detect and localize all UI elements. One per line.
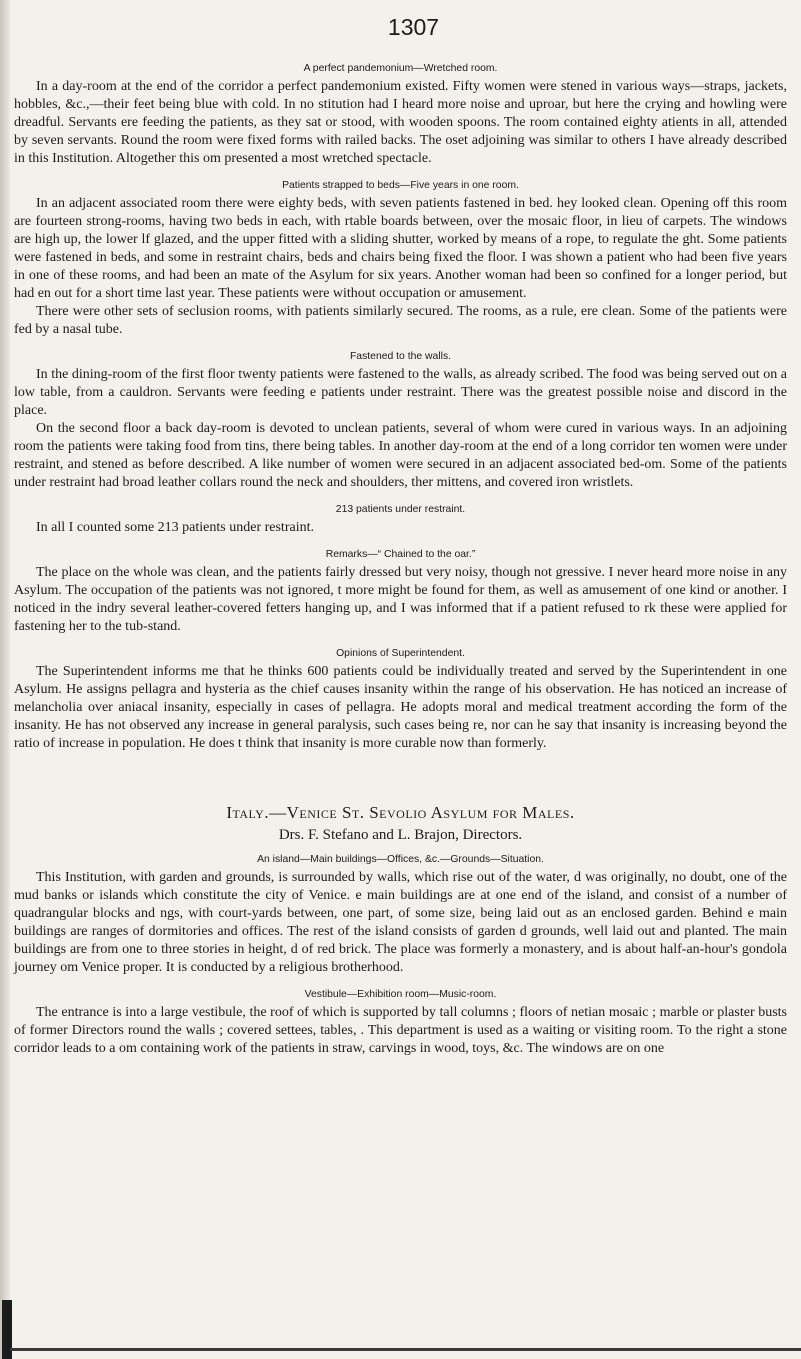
section-subhead: Vestibule—Exhibition room—Music-room. [304, 989, 497, 1000]
section-patients-strapped [14, 180, 787, 339]
paragraph: In an adjacent associated room there were eighty beds, with seven patients fastened in bed. hey looked clean. Opening off this room are fourteen strong-rooms, having two beds in each, with rtable boards between, over the mosaic floor, in lieu of carpets. The windows are high up, the lower lf glazed, and the upper fitted with a sliding shutter, worked by means of a rope, to regulate the ght. Some patients were fastened in beds, and some in restraint chairs, beds and chairs being fixed the floor. I was shown a patient who had been five years in one of these rooms, and had been an mate of the Asylum for six years. Another woman had been so confined for a longer period, but had en out for a short time last year. These patients were without occupation or amusement. [14, 196, 787, 301]
paragraph: The Superintendent informs me that he thinks 600 patients could be individually treated and served by the Superintendent in one Asylum. He assigns pellagra and hysteria as the chief causes insanity within the range of his observation. He has noticed an increase of melancholia over aniacal insanity, especially in cases of pellagra. He adopts moral and medical treatment according the form of the insanity. He has not observed any increase in general paralysis, such cases being re, nor can he say that insanity is increasing beyond the ratio of increase in population. He does t think that insanity is more curable now than formerly. [14, 664, 787, 751]
directors-line: Drs. F. Stefano and L. Brajon, Directors. [278, 827, 523, 843]
paragraph: On the second floor a back day-room is devoted to unclean patients, several of whom were cured in various ways. In an adjoining room the patients were taking food from tins, there being tables. In another day-room at the end of a long corridor ten women were under restraint, and stened as before described. A like number of women were secured in an adjacent associated bed-om. Some of the patients under restraint had broad leather collars round the neck and shoulders, ther mittens, and covered iron wristlets. [14, 421, 787, 490]
page-number: 1307 [387, 14, 440, 40]
asylum-title: Venice St. Sevolio Asylum for Males. [286, 803, 575, 822]
page-gutter [0, 0, 10, 1359]
section-fastened-to-walls [14, 351, 787, 492]
paragraph: In all I counted some 213 patients under restraint. [36, 520, 314, 535]
section-subhead: Remarks—“ Chained to the oar.” [325, 549, 476, 560]
section-subhead: An island—Main buildings—Offices, &c.—Grounds—Situation. [257, 854, 544, 865]
paragraph: The place on the whole was clean, and the patients fairly dressed but very noisy, though not gressive. I never heard more noise in any Asylum. The occupation of the patients was not ignored, t more might be found for them, as well as amusement of one kind or another. I noticed in the indry several leather-covered fetters hanging up, and I was informed that if a patient refused to rk these were applied for fastening her to the tub-stand. [14, 565, 787, 634]
section-213-patients [14, 504, 787, 537]
asylum-heading [14, 803, 787, 823]
section-subhead: A perfect pandemonium—Wretched room. [303, 63, 498, 74]
section-subhead: 213 patients under restraint. [335, 504, 466, 515]
section-island [14, 854, 787, 977]
country-label: Italy. [226, 803, 270, 822]
paragraph: In the dining-room of the first floor twenty patients were fastened to the walls, as already scribed. The food was being served out on a low table, from a cauldron. Servants were feeding e patients under restraint. There was the greatest possible noise and discord in the place. [14, 367, 787, 418]
section-subhead: Opinions of Superintendent. [336, 648, 465, 659]
section-remarks [14, 549, 787, 636]
section-pandemonium [14, 63, 787, 168]
section-vestibule [14, 989, 787, 1058]
section-subhead: Patients strapped to beds—Five years in one room. [282, 180, 519, 191]
page-bottom-edge [10, 1348, 801, 1351]
paragraph: In a day-room at the end of the corridor a perfect pandemonium existed. Fifty women were stened in various ways—straps, jackets, hobbles, &c.,—their feet being blue with cold. In no stitution had I heard more noise and uproar, but here the crying and howling were dreadful. Servants ere feeding the patients, as they sat or stood, with wooden spoons. The room contained eighty atients in all, attended by seven servants. Round the room were fixed forms with railed backs. The oset adjoining was similar to others I have already described in this Institution. Altogether this om presented a most wretched spectacle. [14, 79, 787, 166]
section-opinions [14, 648, 787, 753]
page-content [14, 6, 787, 1072]
paragraph: This Institution, with garden and grounds, is surrounded by walls, which rise out of the water, d was originally, no doubt, one of the mud banks or islands which constitute the city of Venice. e main buildings are at one end of the island, and consist of a number of quadrangular blocks and ngs, with court-yards between, one part, of some size, being laid out as an enclosed garden. Behind e main buildings are ranges of dormitories and offices. The rest of the island consists of garden d grounds, well laid out and planted. The main buildings are from one to three stories in height, d of red brick. The place was formerly a monastery, and is about half-an-hour's gondola journey om Venice proper. It is conducted by a religious brotherhood. [14, 870, 787, 975]
paragraph: There were other sets of seclusion rooms, with patients similarly secured. The rooms, as a rule, ere clean. Some of the patients were fed by a nasal tube. [14, 304, 787, 337]
section-subhead: Fastened to the walls. [349, 351, 452, 362]
heading-dash: — [269, 803, 287, 822]
paragraph: The entrance is into a large vestibule, the roof of which is supported by tall columns ; floors of netian mosaic ; marble or plaster busts of former Directors round the walls ; covered settees, tables, . This department is used as a waiting or visiting room. To the right a stone corridor leads to a om containing work of the patients in straw, carvings in wood, toys, &c. The windows are on one [14, 1005, 787, 1056]
